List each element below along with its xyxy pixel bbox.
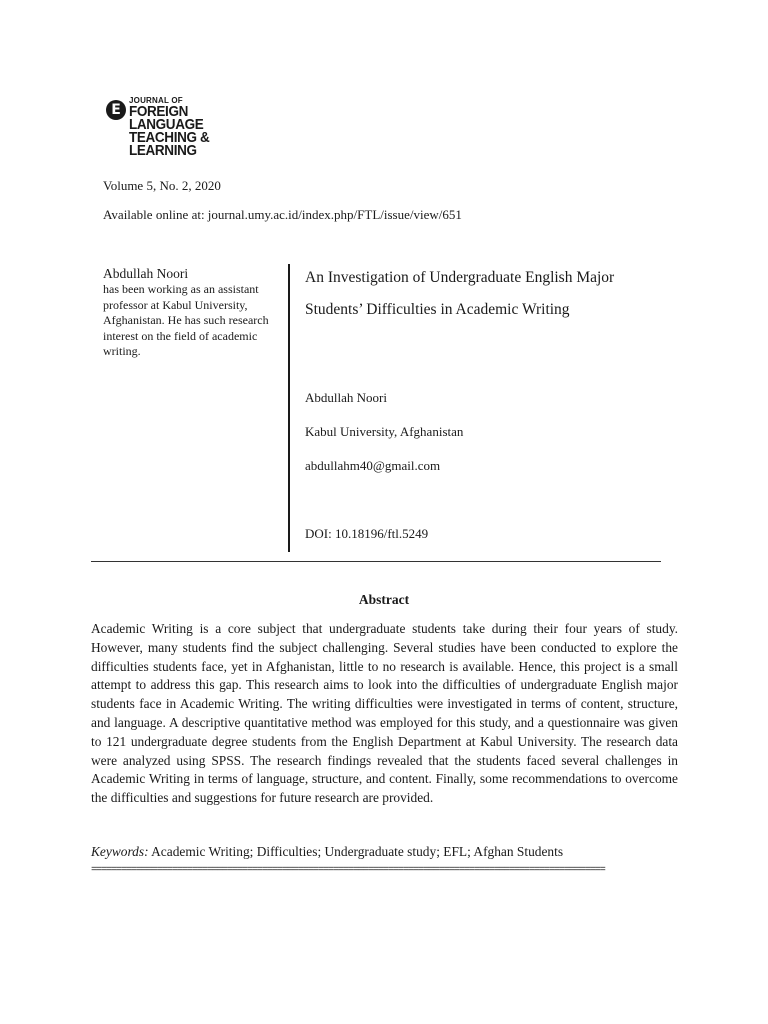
author-bio-box [103,266,281,360]
abstract-heading: Abstract [358,592,410,607]
keywords-line [91,844,563,860]
sidebar-author-name: Abdullah Noori [103,266,189,281]
journal-logo-icon: E [106,100,126,120]
volume-info: Volume 5, No. 2, 2020 [103,178,221,193]
journal-logo [106,96,218,157]
separator-line: ====================================================================================================== [91,864,605,876]
column-divider [288,264,290,552]
article-doi[interactable]: DOI: 10.18196/ftl.5249 [305,526,429,541]
article-title: An Investigation of Undergraduate English Major Students’ Difficulties in Academic Writing [305,269,615,318]
keywords-list: Academic Writing; Difficulties; Undergraduate study; EFL; Afghan Students [148,844,564,859]
article-author: Abdullah Noori [305,390,387,405]
article-affiliation: Kabul University, Afghanistan [305,424,464,439]
abstract-body: Academic Writing is a core subject that undergraduate students take during their four years of study. However, many students find the subject challenging. Several studies have been conducted to explore the difficulties students face, yet in Afghanistan, little to no research is available. Hence, this project is a small attempt to address this gap. This research aims to look into the difficulties of undergraduate English major students face in Academic Writing. The writing difficulties were investigated in terms of content, structure, and language. A descriptive quantitative method was employed for this study, and a questionnaire was given to 121 undergraduate degree students from the English Department at Kabul University. The research data were analyzed using SPSS. The research findings revealed that the students faced several challenges in Academic Writing in terms of language, structure, and content. Finally, some recommendations to overcome the difficulties and suggestions for future research are provided. [91,621,678,806]
logo-line-1: FOREIGN [129,103,188,120]
logo-small-text: JOURNAL OF [129,96,183,105]
online-url[interactable]: Available online at: journal.umy.ac.id/index.php/FTL/issue/view/651 [103,207,462,222]
logo-line-2: LANGUAGE [129,116,204,133]
keywords-label: Keywords: [91,844,149,859]
logo-line-4: LEARNING [129,142,197,159]
sidebar-author-bio: has been working as an assistant professor at Kabul University, Afghanistan. He has such research interest on the field of academic writing. [103,282,269,358]
article-email[interactable]: abdullahm40@gmail.com [305,458,441,473]
logo-line-3: TEACHING & [129,129,210,146]
header-divider [91,561,661,562]
journal-logo-text [129,96,218,157]
